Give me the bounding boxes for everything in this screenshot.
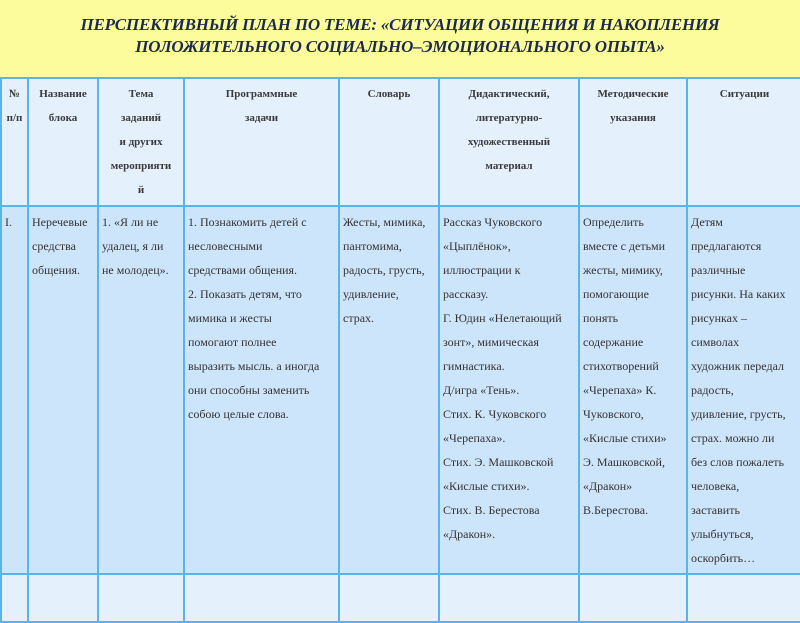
column-header [184,78,339,206]
header-text-line: Название [39,88,87,100]
empty-cell [579,574,687,622]
column-header [98,78,184,206]
cell-text-line: рисунки. На каких [691,287,786,301]
cell-text-line: жесты, мимику, [583,263,663,277]
empty-cell [687,574,800,622]
cell-text-line: человека, [691,479,740,493]
cell-text-line: общения. [32,263,81,277]
empty-table-row [1,574,800,622]
table-cell [579,206,687,574]
cell-text-line: художник передал [691,359,784,373]
cell-text-line: I. [5,215,12,229]
cell-text-line: Неречевые [32,215,88,229]
empty-cell [1,574,28,622]
table-cell [98,206,184,574]
empty-cell [28,574,98,622]
plan-table [0,77,800,623]
cell-text-line: Э. Машковской, [583,455,665,469]
cell-text-line: «Черепаха». [443,431,506,445]
cell-text-line: Жесты, мимика, [343,215,426,229]
slide-title [0,14,800,58]
table-cell [339,206,439,574]
header-text-line: литературно- [475,112,543,124]
table-cell [1,206,28,574]
cell-text-line: В.Берестова. [583,503,649,517]
cell-text-line: 2. Показать детям, что [188,287,302,301]
cell-text-line: содержание [583,335,644,349]
cell-text-line: Д/игра «Тень». [443,383,520,397]
title-line-1: ПЕРСПЕКТИВНЫЙ ПЛАН ПО ТЕМЕ: «СИТУАЦИИ ОБЩЕНИЯ И НАКОПЛЕНИЯ [80,15,720,34]
cell-text-line: средствами общения. [188,263,298,277]
header-text-line: п/п [6,112,23,124]
cell-text-line: рисунках – [691,311,747,325]
cell-text-line: рассказу. [443,287,489,301]
cell-text-line: «Дракон» [583,479,633,493]
table-cell [439,206,579,574]
cell-text-line: улыбнуться, [691,527,754,541]
cell-text-line: помогающие [583,287,649,301]
cell-text-line: удивление, [343,287,399,301]
empty-cell [439,574,579,622]
empty-cell [184,574,339,622]
cell-text-line: заставить [691,503,740,517]
cell-text-line: Чуковского, [583,407,644,421]
column-header [579,78,687,206]
cell-text-line: страх. можно ли [691,431,775,445]
cell-text-line: удивление, грусть, [691,407,786,421]
cell-text-line: символах [691,335,740,349]
cell-text-line: помогают полнее [188,335,277,349]
cell-text-line: понять [583,311,619,325]
cell-text-line: «Черепаха» К. [583,383,657,397]
cell-text-line: не молодец». [102,263,169,277]
header-text-line: Тема [128,88,154,100]
cell-text-line: 1. «Я ли не [102,215,159,229]
cell-text-line: зонт», мимическая [443,335,539,349]
cell-text-line: несловесными [188,239,263,253]
column-header [28,78,98,206]
cell-text-line: выразить мысль. а иногда [188,359,320,373]
cell-text-line: Детям [691,215,723,229]
table-row [1,206,800,574]
empty-cell [339,574,439,622]
cell-text-line: средства [32,239,77,253]
header-text-line: Дидактический, [468,88,550,100]
table-cell [28,206,98,574]
header-text-line: Программные [225,88,298,100]
cell-text-line: без слов пожалеть [691,455,785,469]
title-line-2: ПОЛОЖИТЕЛЬНОГО СОЦИАЛЬНО–ЭМОЦИОНАЛЬНОГО ОПЫТА» [135,37,665,56]
table-cell [687,206,800,574]
header-text-line: материал [485,160,533,172]
cell-text-line: они способны заменить [188,383,310,397]
header-text-line: мероприяти [110,160,172,172]
header-text-line: задачи [244,112,279,124]
column-header [439,78,579,206]
cell-text-line: Рассказ Чуковского [443,215,543,229]
cell-text-line: мимика и жесты [188,311,272,325]
header-text-line: Методические [597,88,669,100]
cell-text-line: «Кислые стихи» [583,431,667,445]
column-header [339,78,439,206]
cell-text-line: «Дракон». [443,527,496,541]
header-text-line: й [137,184,145,196]
cell-text-line: предлагаются [691,239,762,253]
column-header [687,78,800,206]
cell-text-line: радость, грусть, [343,263,425,277]
header-text-line: указания [610,112,656,124]
table-cell [184,206,339,574]
empty-cell [98,574,184,622]
header-row [1,78,800,206]
cell-text-line: оскорбить… [691,551,756,565]
cell-text-line: Стих. Э. Машковской [443,455,554,469]
cell-text-line: Стих. К. Чуковского [443,407,547,421]
header-text-line: Ситуации [719,88,770,100]
cell-text-line: собою целые слова. [188,407,289,421]
header-text-line: блока [48,112,78,124]
cell-text-line: «Кислые стихи». [443,479,530,493]
cell-text-line: стихотворений [583,359,659,373]
cell-text-line: страх. [343,311,375,325]
cell-text-line: различные [691,263,746,277]
header-text-line: художественный [467,136,551,148]
header-text-line: и других [119,136,163,148]
header-text-line: заданий [121,112,161,124]
cell-text-line: Г. Юдин «Нелетающий [443,311,562,325]
cell-text-line: «Цыплёнок», [443,239,511,253]
cell-text-line: вместе с детьми [583,239,666,253]
cell-text-line: Определить [583,215,644,229]
header-text-line: Словарь [367,88,411,100]
column-header [1,78,28,206]
cell-text-line: гимнастика. [443,359,505,373]
cell-text-line: 1. Познакомить детей с [188,215,307,229]
cell-text-line: радость, [691,383,734,397]
header-text-line: № [8,88,21,100]
cell-text-line: удалец, я ли [102,239,164,253]
cell-text-line: пантомима, [343,239,402,253]
cell-text-line: иллюстрации к [443,263,521,277]
cell-text-line: Стих. В. Берестова [443,503,540,517]
